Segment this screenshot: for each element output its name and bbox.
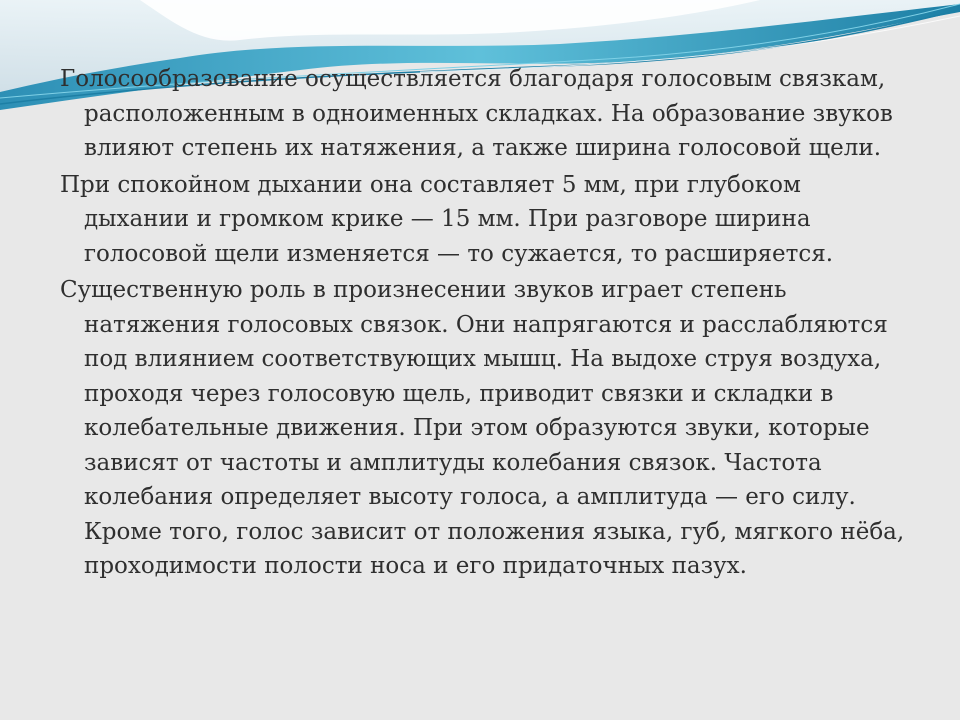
paragraph-2: При спокойном дыхании она составляет 5 мм, при глубоком дыхании и громком крике — 15 мм. При разговоре ширина голосовой щели изменяется — то сужается, то расширяется.: [60, 171, 834, 267]
slide-body: [60, 62, 910, 586]
paragraph-3: Существенную роль в произнесении звуков играет степень натяжения голосовых связок. Они напрягаются и расслабляются под влиянием соответствующих мышц. На выдохе струя воздуха, проходя через голосовую щель, приводит связки и складки в колебательные движения. При этом образуются звуки, которые зависят от частоты и амплитуды колебания связок. Частота колебания определяет высоту голоса, а амплитуда — его силу. Кроме того, голос зависит от положения языка, губ, мягкого нёба, проходимости полости носа и его придаточных пазух.: [60, 277, 905, 579]
paragraph-1: Голосообразование осуществляется благодаря голосовым связкам, расположенным в одноименных складках. На образование звуков влияют степень их натяжения, а также ширина голосовой щели.: [60, 66, 893, 161]
